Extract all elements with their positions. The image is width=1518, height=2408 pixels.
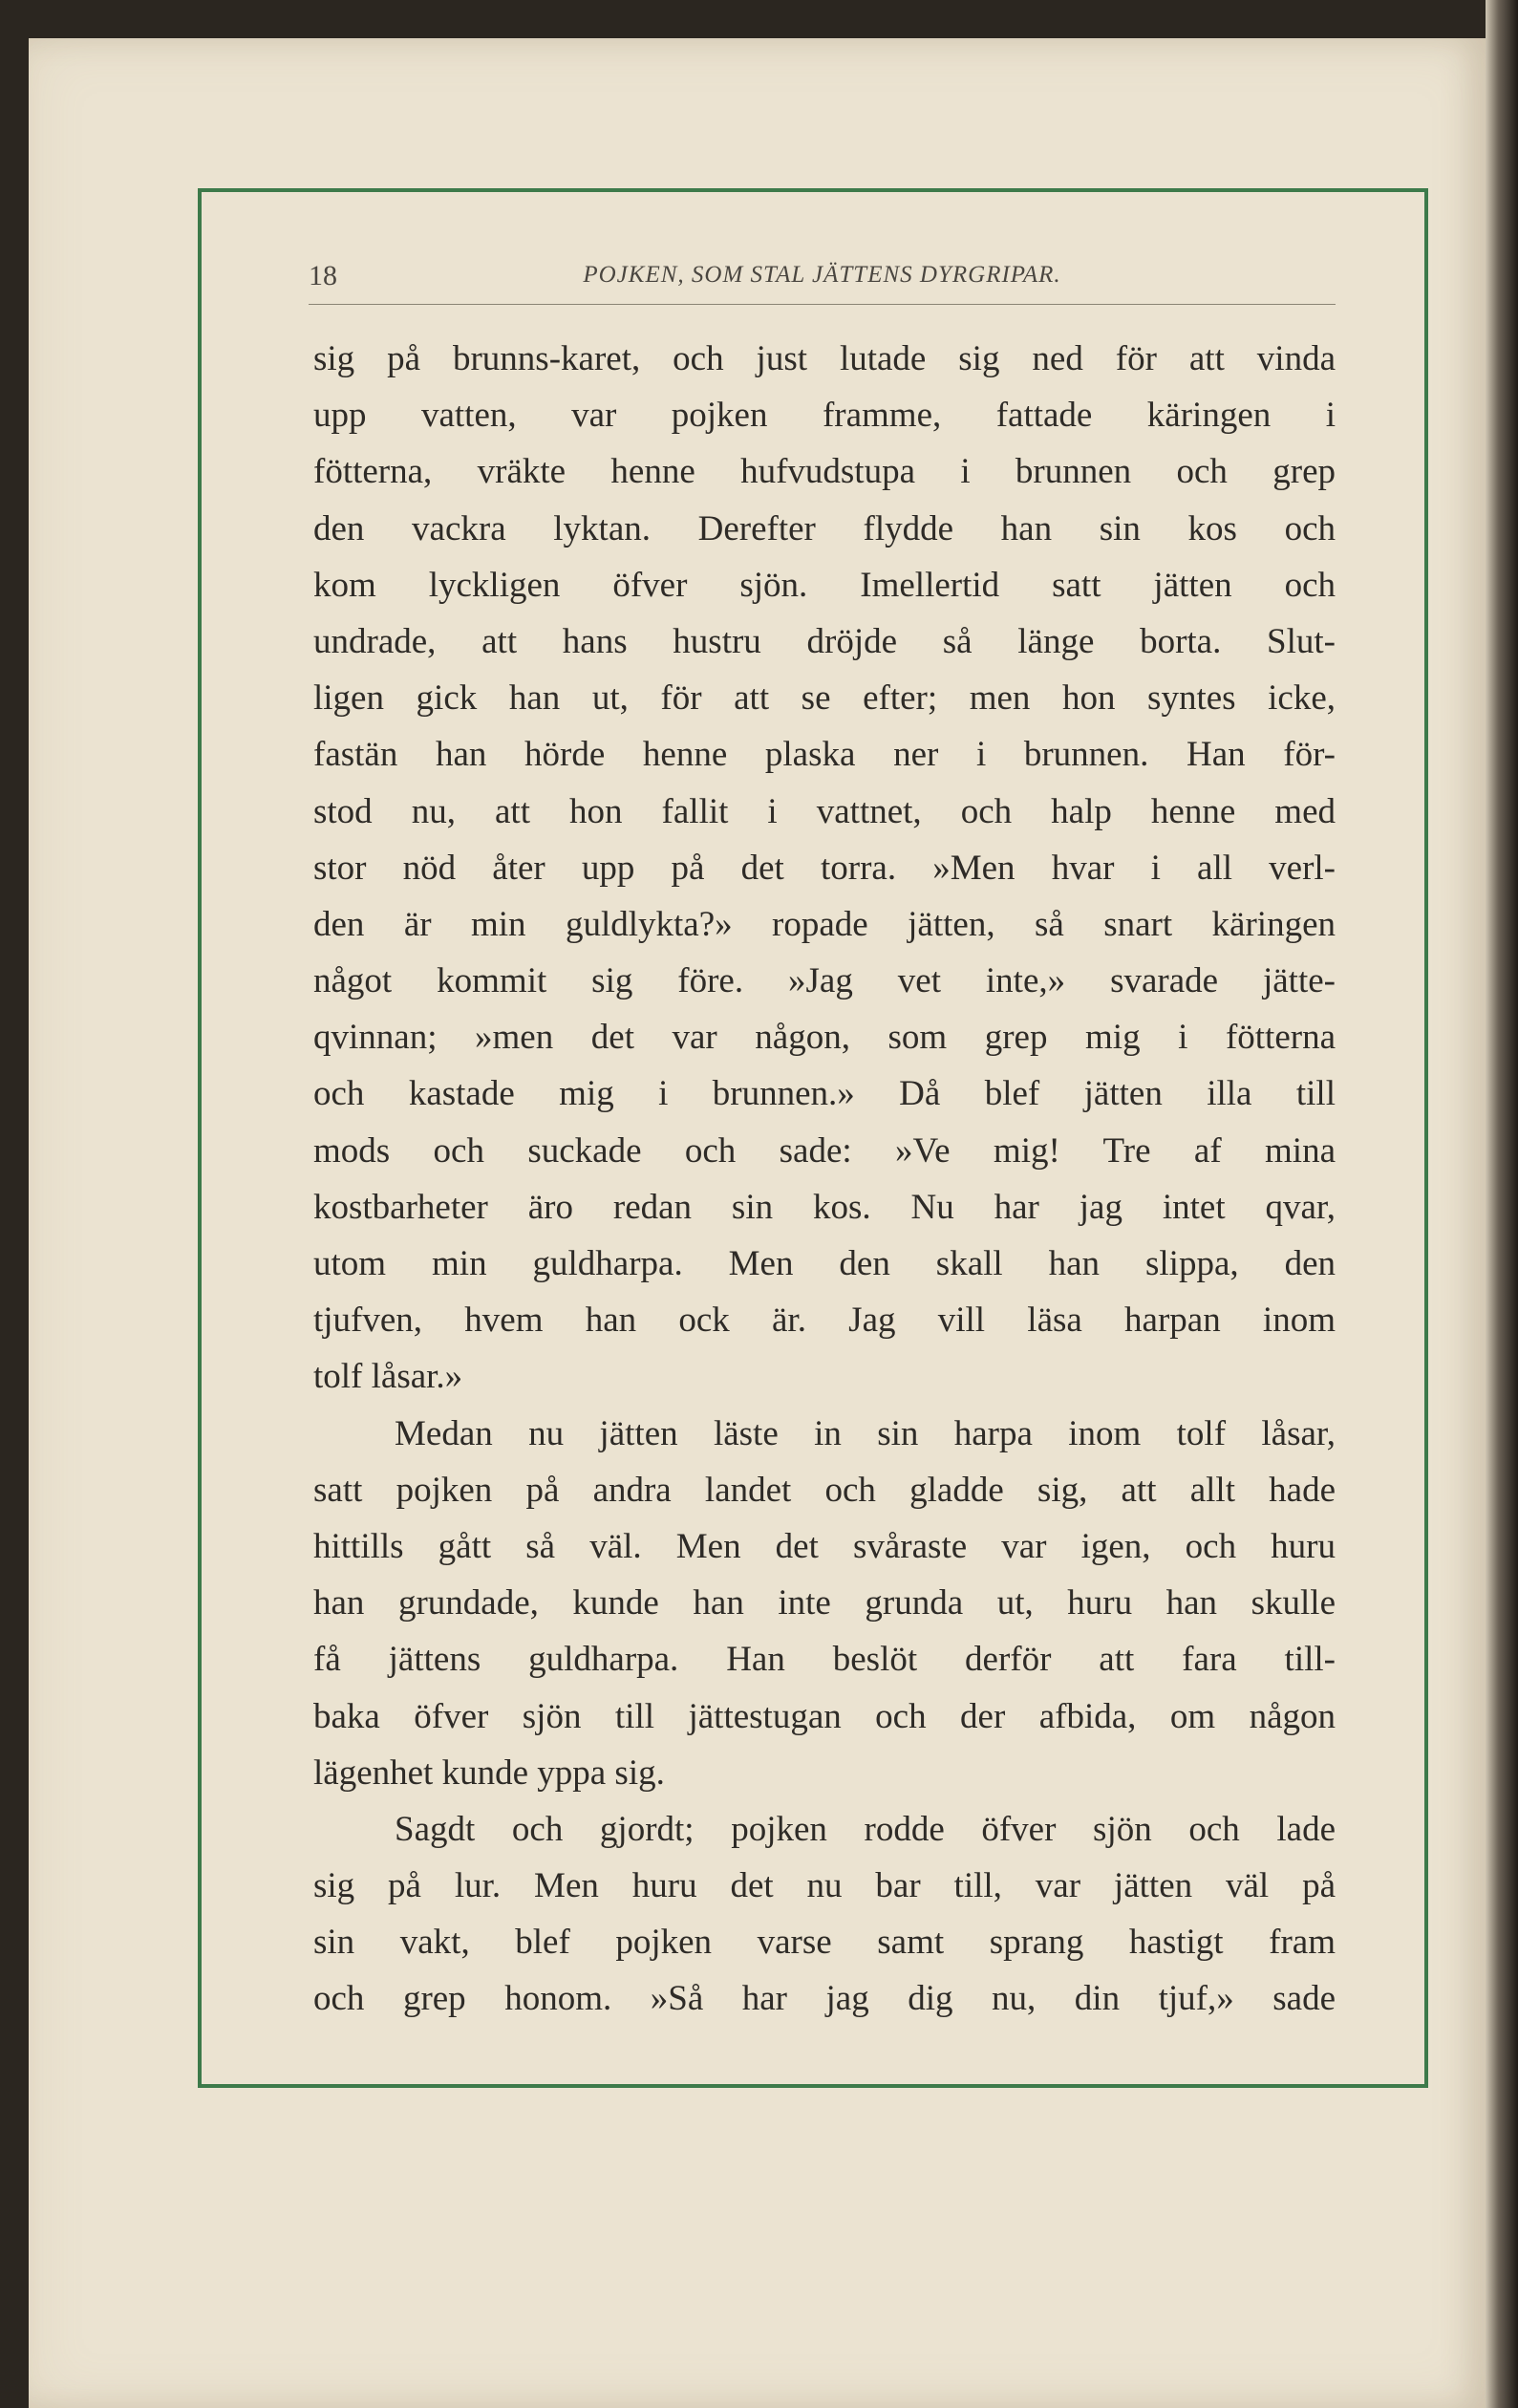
text-line: fastän han hörde henne plaska ner i brunnen. Han för-	[313, 735, 1336, 775]
text-line: sig på lur. Men huru det nu bar till, var jätten väl på	[313, 1866, 1336, 1906]
text-line: undrade, att hans hustru dröjde så länge borta. Slut-	[313, 621, 1336, 661]
text-line: kom lyckligen öfver sjön. Imellertid satt jätten och	[313, 565, 1336, 605]
text-line: hittills gått så väl. Men det svåraste var igen, och huru	[313, 1526, 1336, 1566]
text-line: sig på brunns-karet, och just lutade sig ned för att vinda	[313, 339, 1336, 378]
running-head	[309, 258, 1336, 305]
text-line: sin vakt, blef pojken varse samt sprang hastigt fram	[313, 1923, 1336, 1963]
book-spine-shadow	[1486, 0, 1518, 2408]
text-line: den är min guldlykta?» ropade jätten, så snart käringen	[313, 904, 1336, 944]
running-head-title: POJKEN, SOM STAL JÄTTENS DYRGRIPAR.	[583, 262, 1061, 288]
text-line: han grundade, kunde han inte grunda ut, huru han skulle	[313, 1583, 1336, 1623]
text-line: mods och suckade och sade: »Ve mig! Tre af mina	[313, 1130, 1336, 1171]
page-number: 18	[309, 260, 337, 291]
text-line: stor nöd åter upp på det torra. »Men hvar i all verl-	[313, 848, 1336, 888]
text-line: och grep honom. »Så har jag dig nu, din tjuf,» sade	[313, 1979, 1336, 2019]
text-line: upp vatten, var pojken framme, fattade käringen i	[313, 396, 1336, 436]
text-line: Sagdt och gjordt; pojken rodde öfver sjön och lade	[395, 1809, 1336, 1849]
body-text	[313, 331, 1336, 2028]
text-line: ligen gick han ut, för att se efter; men hon syntes icke,	[313, 678, 1336, 719]
text-line: qvinnan; »men det var någon, som grep mig i fötterna	[313, 1018, 1336, 1058]
text-line: tolf låsar.»	[313, 1357, 463, 1397]
text-line: stod nu, att hon fallit i vattnet, och halp henne med	[313, 791, 1336, 831]
text-line: satt pojken på andra landet och gladde sig, att allt hade	[313, 1470, 1336, 1510]
text-line: tjufven, hvem han ock är. Jag vill läsa harpan inom	[313, 1301, 1336, 1341]
text-line: fötterna, vräkte henne hufvudstupa i brunnen och grep	[313, 452, 1336, 492]
text-line: baka öfver sjön till jättestugan och der afbida, om någon	[313, 1696, 1336, 1736]
text-line: Medan nu jätten läste in sin harpa inom tolf låsar,	[395, 1413, 1336, 1453]
text-line: kostbarheter äro redan sin kos. Nu har jag intet qvar,	[313, 1187, 1336, 1227]
text-line: något kommit sig före. »Jag vet inte,» svarade jätte-	[313, 961, 1336, 1001]
text-line: den vackra lyktan. Derefter flydde han sin kos och	[313, 508, 1336, 548]
text-line: lägenhet kunde yppa sig.	[313, 1752, 665, 1793]
text-line: utom min guldharpa. Men den skall han slippa, den	[313, 1244, 1336, 1283]
text-line: och kastade mig i brunnen.» Då blef jätten illa till	[313, 1074, 1336, 1114]
text-line: få jättens guldharpa. Han beslöt derför att fara till-	[313, 1640, 1336, 1680]
